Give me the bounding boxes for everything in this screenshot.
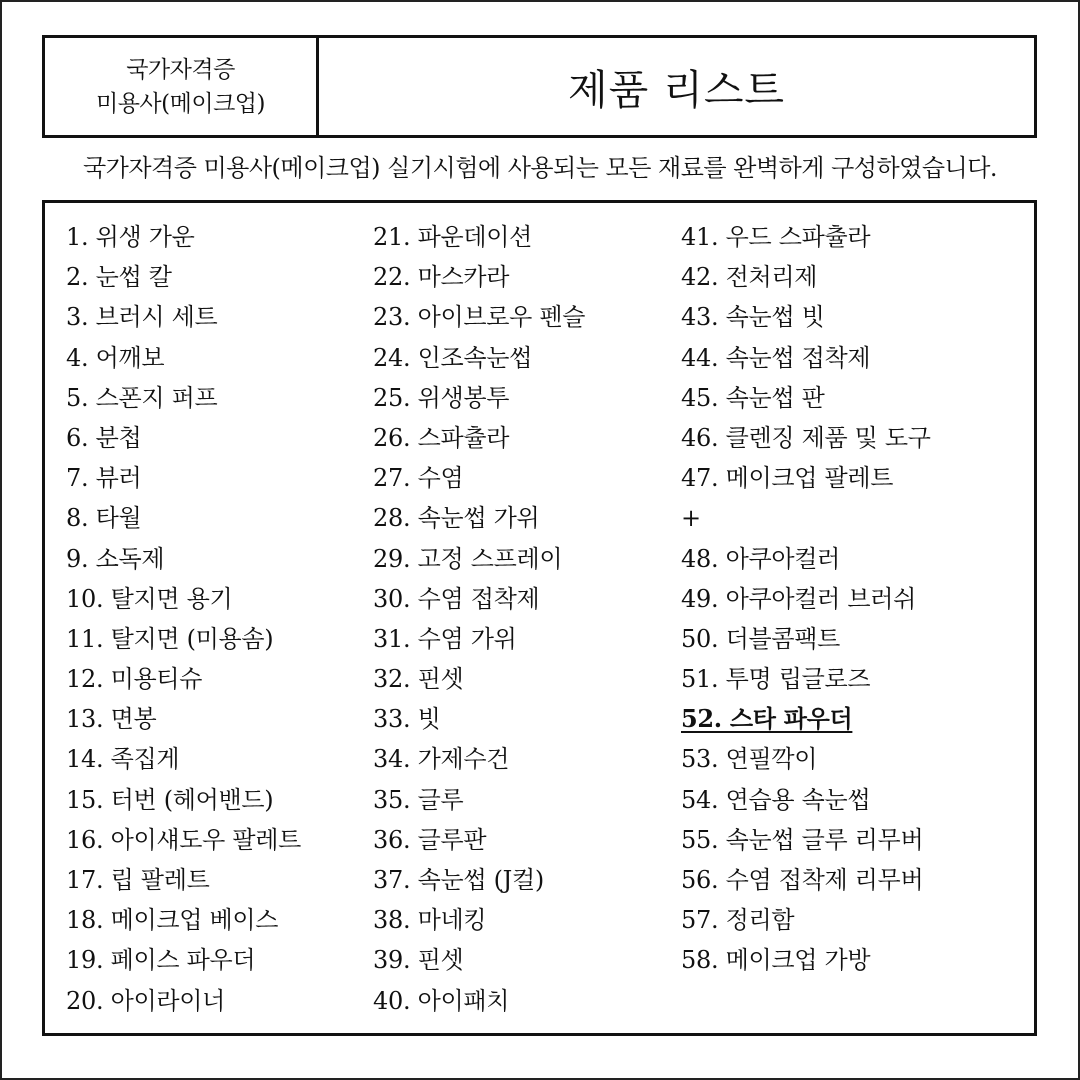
product-list-item-highlighted: 52. 스타 파우더: [681, 704, 853, 734]
product-list-item: 14. 족집게: [66, 745, 180, 774]
product-list-item: 33. 빗: [373, 705, 441, 734]
product-list-item: 41. 우드 스파츌라: [681, 223, 871, 251]
header-table: [42, 35, 1037, 138]
product-list-item: 2. 눈썹 칼: [66, 263, 172, 292]
product-list-item: 24. 인조속눈썹: [373, 343, 533, 372]
certification-line-1: 국가자격증: [126, 56, 235, 83]
product-list-item: 31. 수염 가위: [373, 624, 517, 653]
product-list-item: 48. 아쿠아컬러: [681, 544, 841, 573]
product-list-item: 57. 정리함: [681, 906, 795, 935]
product-list-item: 22. 마스카라: [373, 263, 510, 292]
product-list-item: 44. 속눈썹 접착제: [681, 343, 871, 372]
product-list-item: 27. 수염: [373, 464, 464, 493]
product-list-item: 23. 아이브로우 펜슬: [373, 303, 586, 332]
product-list-item: 30. 수염 접착제: [373, 584, 540, 613]
product-list-item: 39. 핀셋: [373, 946, 464, 975]
product-list-item: 6. 분첩: [66, 423, 142, 452]
page-title: 제품 리스트: [567, 66, 786, 114]
product-list-item: 36. 글루판: [373, 825, 487, 854]
product-list-item: 54. 연습용 속눈썹: [681, 785, 871, 814]
product-column-1: [66, 217, 301, 1021]
product-list-item: 37. 속눈썹 (J컬): [373, 866, 544, 894]
product-list-item: 38. 마네킹: [373, 906, 487, 935]
product-list-item: 8. 타월: [66, 504, 142, 533]
product-list-item: 58. 메이크업 가방: [681, 946, 871, 975]
product-list-item: 4. 어깨보: [66, 343, 165, 372]
product-list-item: 5. 스폰지 퍼프: [66, 383, 218, 412]
product-list-item: 19. 페이스 파우더: [66, 946, 256, 975]
product-list-item: 7. 뷰러: [66, 464, 142, 493]
product-list-item: 28. 속눈썹 가위: [373, 504, 540, 533]
product-list-item: 51. 투명 립글로즈: [681, 665, 871, 694]
product-list-item: 32. 핀셋: [373, 665, 464, 694]
product-list-item: 47. 메이크업 팔레트: [681, 464, 894, 493]
product-list-item: 21. 파운데이션: [373, 223, 533, 251]
product-list-item: 20. 아이라이너: [66, 986, 226, 1015]
product-list-item: 11. 탈지면 (미용솜): [66, 624, 274, 653]
product-list-item: 26. 스파츌라: [373, 423, 510, 452]
product-list-item: 43. 속눈썹 빗: [681, 303, 825, 332]
product-list-item: 46. 클렌징 제품 및 도구: [681, 423, 931, 452]
product-list-item: 50. 더블콤팩트: [681, 624, 841, 653]
product-list-item: 1. 위생 가운: [66, 223, 195, 251]
product-list-item: 25. 위생봉투: [373, 383, 510, 412]
product-list-item: 34. 가제수건: [373, 745, 510, 774]
product-list-item: 29. 고정 스프레이: [373, 544, 563, 573]
product-list-item: 49. 아쿠아컬러 브러쉬: [681, 584, 916, 613]
product-list-item: 35. 글루: [373, 785, 464, 814]
product-column-2: [373, 217, 585, 1021]
product-list-item: 16. 아이섀도우 팔레트: [66, 825, 301, 854]
product-list-item: 12. 미용티슈: [66, 665, 203, 694]
product-list-item: 40. 아이패치: [373, 986, 510, 1015]
product-list-item: 53. 연필깍이: [681, 745, 818, 774]
product-list-item: 13. 면봉: [66, 705, 157, 734]
product-list-item: 55. 속눈썹 글루 리무버: [681, 825, 924, 854]
certification-cell: [45, 38, 319, 135]
product-list-item: 17. 립 팔레트: [66, 866, 210, 894]
product-list-item: 15. 터번 (헤어밴드): [66, 785, 274, 814]
product-list-item: 42. 전처리제: [681, 263, 818, 292]
product-list-item: 45. 속눈썹 판: [681, 383, 825, 412]
intro-text: 국가자격증 미용사(메이크업) 실기시험에 사용되는 모든 재료를 완벽하게 구성하였습니다.: [82, 154, 998, 182]
product-list-item: +: [681, 504, 701, 533]
product-list-item: 18. 메이크업 베이스: [66, 906, 279, 935]
product-list-item: 3. 브러시 세트: [66, 303, 218, 332]
product-list-item: 56. 수염 접착제 리무버: [681, 866, 924, 894]
certification-line-2: 미용사(메이크업): [96, 90, 265, 117]
product-column-3: [681, 217, 931, 981]
product-list-item: 10. 탈지면 용기: [66, 584, 233, 613]
product-list-item: 9. 소독제: [66, 544, 165, 573]
product-list-box: [42, 200, 1037, 1036]
